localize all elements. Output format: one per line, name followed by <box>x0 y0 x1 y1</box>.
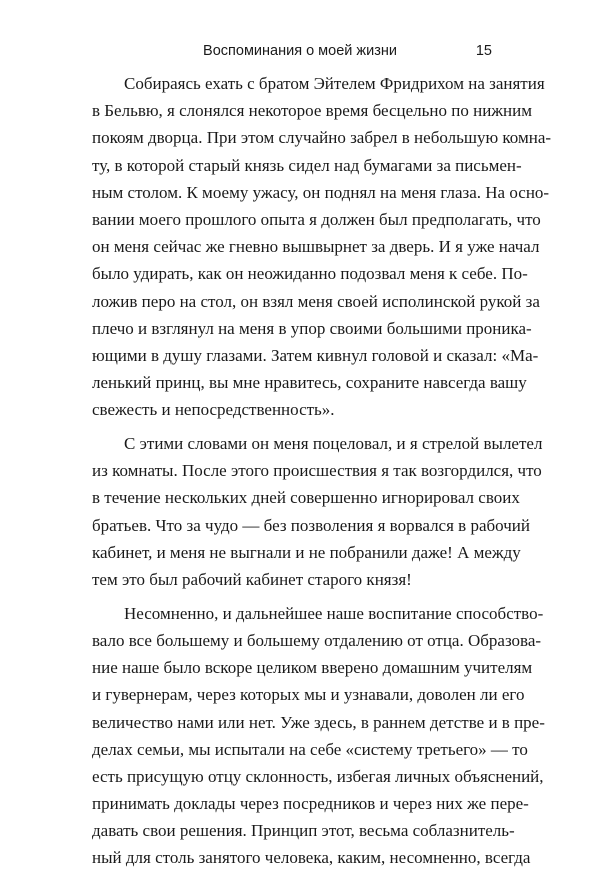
text-line: ние наше было вскоре целиком вверено домашним учителям <box>92 658 533 678</box>
body-text <box>92 70 552 872</box>
text-line: давать свои решения. Принцип этот, весьма соблазнитель- <box>92 821 515 841</box>
text-line: в Бельвю, я слонялся некоторое время бесцельно по нижним <box>92 101 532 121</box>
text-line: ленький принц, вы мне нравитесь, сохраните навсегда вашу <box>92 373 527 393</box>
text-line: принимать доклады через посредников и через них же пере- <box>92 794 529 814</box>
page-number: 15 <box>475 43 492 59</box>
text-line: свежесть и непосредственность». <box>92 400 335 420</box>
text-line: величество нами или нет. Уже здесь, в раннем детстве и в пре- <box>92 712 545 732</box>
paragraph-2 <box>92 430 543 593</box>
running-head <box>108 40 492 62</box>
text-line: и гувернерам, через которых мы и узнавали, доволен ли его <box>92 685 525 705</box>
paragraph-3 <box>92 600 545 872</box>
text-line: Собираясь ехать с братом Эйтелем Фридрихом на занятия <box>124 74 545 93</box>
text-line: делах семьи, мы испытали на себе «систему третьего» — то <box>92 739 528 759</box>
text-line: С этими словами он меня поцеловал, и я стрелой вылетел <box>124 434 543 454</box>
running-title: Воспоминания о моей жизни <box>203 43 397 59</box>
text-line: ным столом. К моему ужасу, он поднял на меня глаза. На осно- <box>92 182 550 202</box>
text-line: ющими в душу глазами. Затем кивнул головой и сказал: «Ма- <box>92 345 539 365</box>
text-line: Несомненно, и дальнейшее наше воспитание способство- <box>124 603 544 623</box>
text-line: тем это был рабочий кабинет старого князя! <box>92 569 412 589</box>
text-line: вало все большему и большему отдалению от отца. Образова- <box>92 630 542 650</box>
paragraph-1 <box>92 70 552 423</box>
text-line: ложив перо на стол, он взял меня своей исполинской рукой за <box>92 291 540 311</box>
text-line: есть присущую отцу склонность, избегая личных объяснений, <box>92 766 544 786</box>
text-line: было удирать, как он неожиданно подозвал меня к себе. По- <box>92 264 528 284</box>
text-line: кабинет, и меня не выгнали и не побранили даже! А между <box>92 542 521 562</box>
text-line: в течение нескольких дней совершенно игнорировал своих <box>92 488 520 508</box>
text-line: он меня сейчас же гневно вышвырнет за дверь. И я уже начал <box>92 237 540 257</box>
text-line: покоям дворца. При этом случайно забрел в небольшую комна- <box>92 128 552 148</box>
text-line: братьев. Что за чудо — без позволения я ворвался в рабочий <box>92 515 530 535</box>
text-line: из комнаты. После этого происшествия я так возгордился, что <box>92 461 542 481</box>
text-line: плечо и взглянул на меня в упор своими большими проника- <box>92 318 532 338</box>
text-line: ту, в которой старый князь сидел над бумагами за письмен- <box>92 155 522 175</box>
text-line: ный для столь занятого человека, каким, несомненно, всегда <box>92 848 531 868</box>
text-line: вании моего прошлого опыта я должен был предполагать, что <box>92 209 541 229</box>
